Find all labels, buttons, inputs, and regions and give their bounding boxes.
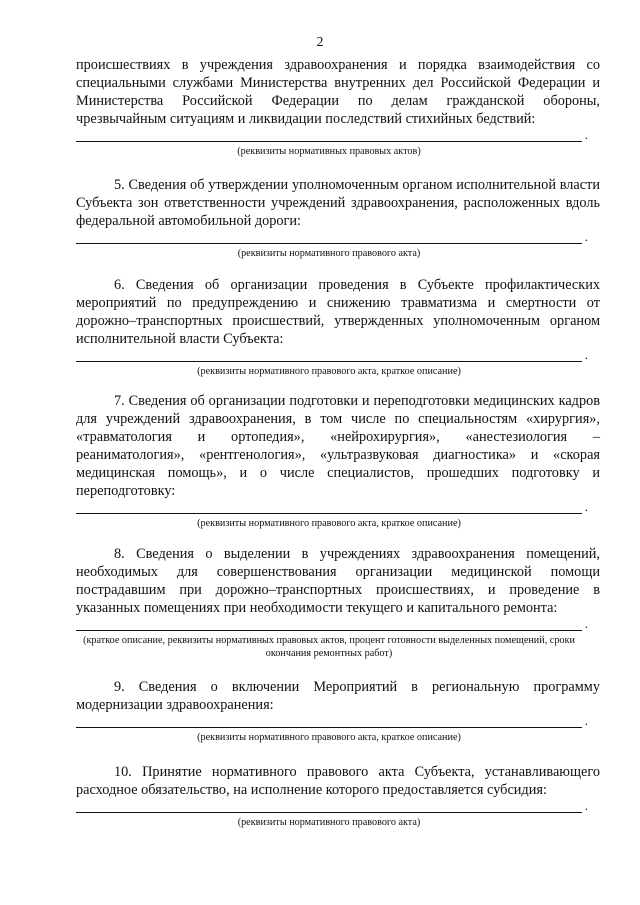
fill-in-line — [76, 812, 582, 813]
paragraph-text: 8. Сведения о выделении в учреждениях здравоохранения помещений, необходимых для совершенствования организации медицинской помощи пострадавшим при дорожно–транспортных происшествиях, и проведение в указанных помещениях при необходимости текущего и капитального ремонта: — [76, 546, 600, 616]
field-caption: (реквизиты нормативных правовых актов) — [237, 146, 421, 157]
section-7 — [76, 392, 600, 530]
paragraph-text: 10. Принятие нормативного правового акта Субъекта, устанавливающего расходное обязательство, на исполнение которого предоставляется субсидия: — [76, 764, 600, 798]
field-caption: (реквизиты нормативного правового акта, краткое описание) — [197, 518, 461, 529]
section-continuation — [76, 56, 600, 158]
paragraph-text: 6. Сведения об организации проведения в Субъекте профилактических мероприятий по предупреждению и снижению травматизма и смертности от дорожно–транспортных происшествий, утвержденных уполномоченным органом исполнительной власти Субъекта: — [76, 277, 600, 347]
section-5 — [76, 176, 600, 260]
fill-in-line — [76, 727, 582, 728]
section-6 — [76, 276, 600, 378]
fill-in-line — [76, 243, 582, 244]
section-9 — [76, 678, 600, 744]
fill-in-line — [76, 361, 582, 362]
section-8 — [76, 545, 600, 660]
field-caption: (краткое описание, реквизиты нормативных правовых актов, процент готовности выделенных помещений, сроки окончания ремонтных работ) — [83, 635, 575, 659]
fill-in-line — [76, 141, 582, 142]
field-caption: (реквизиты нормативного правового акта) — [237, 817, 421, 828]
field-caption: (реквизиты нормативного правового акта, краткое описание) — [197, 366, 461, 377]
paragraph-text: 7. Сведения об организации подготовки и переподготовки медицинских кадров для учреждений здравоохранения, в том числе по специальностям «хирургия», «травматология и ортопедия», «нейрохирургия», «анестезиология – реаниматология», «рентгенология», «ультразвуковая диагностика» и «скорая медицинская помощь», и о числе специалистов, прошедших подготовку и переподготовку: — [76, 393, 600, 499]
page-number: 2 — [316, 35, 324, 50]
paragraph-text: происшествиях в учреждения здравоохранения и порядка взаимодействия со специальными службами Министерства внутренних дел Российской Федерации и Министерства Российской Федерации по делам гражданской обороны, чрезвычайным ситуациям и ликвидации последствий стихийных бедствий: — [76, 57, 600, 127]
field-caption: (реквизиты нормативного правового акта) — [237, 248, 421, 259]
fill-in-line — [76, 630, 582, 631]
paragraph-text: 5. Сведения об утверждении уполномоченным органом исполнительной власти Субъекта зон ответственности учреждений здравоохранения, расположенных вдоль федеральной автомобильной дороги: — [76, 177, 600, 229]
section-10 — [76, 763, 600, 829]
fill-in-line — [76, 513, 582, 514]
paragraph-text: 9. Сведения о включении Мероприятий в региональную программу модернизации здравоохранения: — [76, 679, 600, 713]
field-caption: (реквизиты нормативного правового акта, краткое описание) — [197, 732, 461, 743]
